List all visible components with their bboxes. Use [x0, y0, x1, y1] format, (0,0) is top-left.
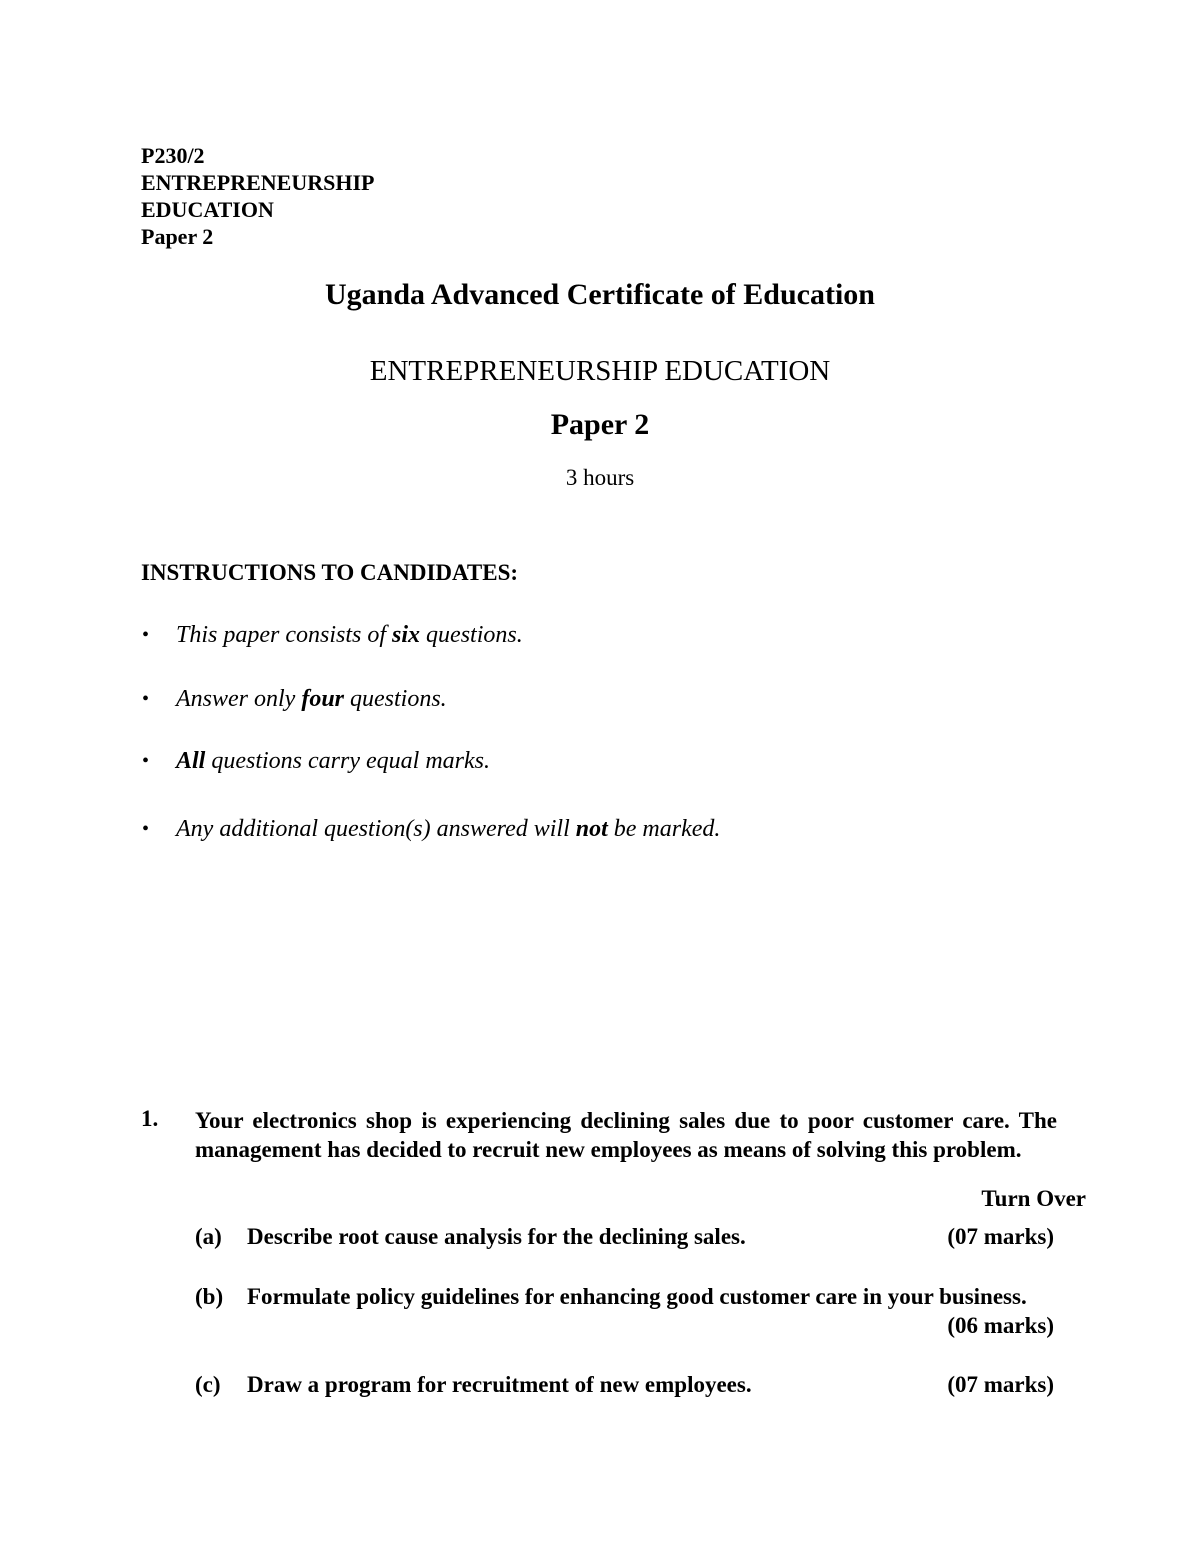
part-label: (b)	[195, 1284, 224, 1309]
instruction-text-before: This paper consists of	[176, 622, 393, 648]
part-label: (a)	[195, 1224, 222, 1249]
instruction-emphasis: not	[575, 816, 608, 842]
bullet-icon: •	[142, 624, 150, 646]
instruction-emphasis: six	[392, 622, 421, 648]
subject-title: ENTREPRENEURSHIP EDUCATION	[369, 355, 831, 387]
turn-over-label: Turn Over	[981, 1186, 1086, 1211]
paper-code: P230/2	[141, 143, 205, 168]
subject-line-1: ENTREPRENEURSHIP	[141, 170, 375, 195]
instruction-text-after: be marked.	[607, 816, 721, 842]
question-number: 1.	[141, 1106, 159, 1131]
part-marks: (07 marks)	[947, 1224, 1054, 1249]
paper-title: Paper 2	[550, 408, 650, 441]
instructions-heading: INSTRUCTIONS TO CANDIDATES:	[141, 560, 519, 585]
instruction-text	[176, 748, 490, 775]
part-text: Describe root cause analysis for the declining sales.	[247, 1224, 746, 1249]
subject-line-2: EDUCATION	[141, 197, 274, 222]
paper-number: Paper 2	[141, 224, 214, 249]
instruction-text	[176, 686, 447, 713]
paper-header	[141, 142, 374, 250]
part-marks: (07 marks)	[947, 1372, 1054, 1397]
part-marks: (06 marks)	[947, 1313, 1054, 1338]
bullet-icon: •	[142, 818, 150, 840]
question-stem: Your electronics shop is experiencing declining sales due to poor customer care. The management has decided to recruit new employees as means of solving this problem.	[195, 1108, 1057, 1162]
instruction-text-before: Answer only	[176, 686, 302, 712]
certificate-title: Uganda Advanced Certificate of Education	[325, 278, 875, 311]
part-label: (c)	[195, 1372, 221, 1397]
bullet-icon: •	[142, 750, 150, 772]
instruction-text-after: questions.	[420, 622, 523, 648]
instruction-emphasis: All	[176, 748, 206, 774]
instruction-text-after: questions.	[344, 686, 447, 712]
exam-duration: 3 hours	[565, 465, 635, 490]
instruction-text	[176, 816, 720, 843]
instruction-text-before: Any additional question(s) answered will	[176, 816, 576, 842]
part-text: Draw a program for recruitment of new employees.	[247, 1372, 752, 1397]
instruction-text	[176, 622, 523, 649]
bullet-icon: •	[142, 688, 150, 710]
instruction-text-after: questions carry equal marks.	[205, 748, 490, 774]
instruction-emphasis: four	[301, 686, 345, 712]
part-text: Formulate policy guidelines for enhancing good customer care in your business.	[247, 1284, 1027, 1309]
